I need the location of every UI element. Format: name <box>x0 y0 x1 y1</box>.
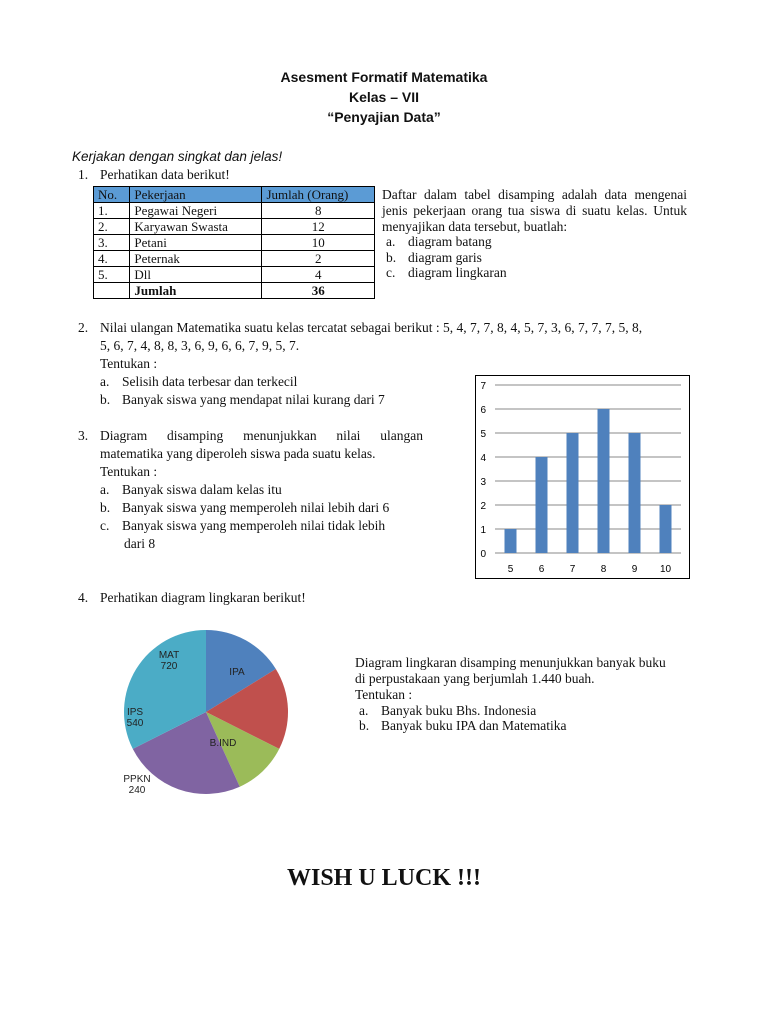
table-cell: 5. <box>94 267 130 283</box>
item-text: Banyak siswa yang memperoleh nilai tidak lebih <box>122 518 386 533</box>
table-cell: 12 <box>262 219 375 235</box>
item-letter: c. <box>386 265 396 280</box>
jobs-table <box>93 186 375 299</box>
bar-chart <box>475 375 690 579</box>
tentukan-label: Tentukan : <box>355 687 413 702</box>
x-tick-label: 7 <box>569 564 576 575</box>
table-cell: 2 <box>262 251 375 267</box>
item-text: diagram garis <box>408 250 482 265</box>
table-row <box>94 203 375 219</box>
table-total-label: Jumlah <box>130 283 262 299</box>
tentukan-label: Tentukan : <box>100 356 158 371</box>
item-text: Selisih data terbesar dan terkecil <box>122 374 298 389</box>
table-total-value: 36 <box>262 283 375 299</box>
bar <box>505 529 517 553</box>
item-letter: a. <box>359 703 369 718</box>
item-letter: b. <box>100 392 111 407</box>
table-row <box>94 235 375 251</box>
page-title: Asesment Formatif Matematika <box>280 69 488 85</box>
instruction-text: Kerjakan dengan singkat dan jelas! <box>72 149 283 164</box>
y-tick-label: 6 <box>480 405 486 416</box>
question-2-text: Nilai ulangan Matematika suatu kelas tercatat sebagai berikut : 5, 4, 7, 7, 8, 4, 5, 7, 3, 6, 7, 7, 7, 5, 8, <box>100 320 643 335</box>
question-1-description: Daftar dalam tabel disamping adalah data mengenai jenis pekerjaan orang tua siswa di suatu kelas. Untuk menyajikan data tersebut, buatlah: <box>382 187 687 234</box>
y-tick-label: 5 <box>480 429 486 440</box>
table-cell: 4 <box>262 267 375 283</box>
question-2-line: 5, 6, 7, 4, 8, 8, 3, 6, 9, 6, 6, 7, 9, 5, 7. <box>100 338 300 353</box>
table-cell: 3. <box>94 235 130 251</box>
table-cell: Pegawai Negeri <box>130 203 262 219</box>
question-4-prompt <box>78 590 306 606</box>
question-3-line <box>78 428 423 444</box>
pie-label: MAT <box>158 650 180 661</box>
page-subtitle-topic: “Penyajian Data” <box>327 109 441 125</box>
table-row <box>94 251 375 267</box>
table-header-cell: Jumlah (Orang) <box>262 187 375 203</box>
bar <box>598 409 610 553</box>
y-tick-label: 2 <box>480 501 486 512</box>
question-number: 3. <box>78 428 89 443</box>
y-tick-label: 1 <box>480 525 486 536</box>
pie-label: IPS <box>126 707 144 718</box>
item-text: Banyak siswa dalam kelas itu <box>122 482 282 497</box>
list-item <box>100 374 297 390</box>
x-tick-label: 5 <box>507 564 514 575</box>
item-letter: b. <box>386 250 397 265</box>
y-tick-label: 0 <box>480 549 486 560</box>
list-item <box>386 250 482 266</box>
y-tick-label: 3 <box>480 477 486 488</box>
table-cell: Peternak <box>130 251 262 267</box>
pie-value-label: 540 <box>126 718 144 729</box>
item-letter: b. <box>100 500 111 515</box>
list-item <box>100 482 282 498</box>
footer-wish: WISH U LUCK !!! <box>286 865 481 891</box>
table-header-row <box>94 187 375 203</box>
table-cell: 10 <box>262 235 375 251</box>
x-tick-label: 9 <box>631 564 638 575</box>
item-text: Banyak siswa yang memperoleh nilai lebih dari 6 <box>122 500 390 515</box>
question-number: 2. <box>78 320 89 335</box>
question-4-desc-line: Diagram lingkaran disamping menunjukkan banyak buku <box>355 655 666 670</box>
list-item <box>100 500 389 516</box>
pie-value-label: 720 <box>160 661 178 672</box>
table-cell <box>94 283 130 299</box>
table-header-cell: Pekerjaan <box>130 187 262 203</box>
question-number: 4. <box>78 590 89 605</box>
table-cell: 1. <box>94 203 130 219</box>
table-total-row <box>94 283 375 299</box>
list-item <box>100 518 385 534</box>
question-4-text: Perhatikan diagram lingkaran berikut! <box>100 590 306 605</box>
question-4-desc-line: di perpustakaan yang berjumlah 1.440 buah. <box>355 671 595 686</box>
bar <box>660 505 672 553</box>
item-text: diagram lingkaran <box>408 265 507 280</box>
question-3-text: Diagram disamping menunjukkan nilai ulangan <box>100 428 423 443</box>
pie-value-label: 240 <box>128 785 146 796</box>
list-item <box>359 703 536 719</box>
question-3-line: matematika yang diperoleh siswa pada suatu kelas. <box>100 446 376 461</box>
list-item <box>386 265 507 281</box>
table-cell: Petani <box>130 235 262 251</box>
item-text: Banyak siswa yang mendapat nilai kurang dari 7 <box>122 392 385 407</box>
question-1-prompt <box>78 167 230 183</box>
pie-label: IPA <box>229 667 245 678</box>
table-cell: Dll <box>130 267 262 283</box>
item-text: Banyak buku IPA dan Matematika <box>381 718 567 733</box>
x-tick-label: 6 <box>538 564 545 575</box>
table-row <box>94 267 375 283</box>
y-tick-label: 7 <box>480 381 486 392</box>
table-row <box>94 219 375 235</box>
table-cell: Karyawan Swasta <box>130 219 262 235</box>
item-text-continued: dari 8 <box>124 536 156 551</box>
question-2-line <box>78 320 642 336</box>
table-cell: 2. <box>94 219 130 235</box>
y-tick-label: 4 <box>480 453 486 464</box>
table-header-cell: No. <box>94 187 130 203</box>
page-subtitle-class: Kelas – VII <box>348 89 420 105</box>
item-letter: c. <box>100 518 110 533</box>
table-cell: 8 <box>262 203 375 219</box>
item-letter: a. <box>100 482 110 497</box>
question-number: 1. <box>78 167 89 182</box>
item-text: Banyak buku Bhs. Indonesia <box>381 703 537 718</box>
pie-label: B.IND <box>209 738 237 749</box>
pie-chart <box>110 625 300 805</box>
list-item <box>386 234 492 250</box>
item-letter: b. <box>359 718 370 733</box>
list-item <box>359 718 566 734</box>
bar <box>536 457 548 553</box>
list-item <box>100 392 385 408</box>
item-letter: a. <box>100 374 110 389</box>
table-cell: 4. <box>94 251 130 267</box>
x-tick-label: 8 <box>600 564 607 575</box>
question-1-text: Perhatikan data berikut! <box>100 167 230 182</box>
x-tick-label: 10 <box>659 564 672 575</box>
tentukan-label: Tentukan : <box>100 464 158 479</box>
bar <box>567 433 579 553</box>
item-text: diagram batang <box>408 234 492 249</box>
item-letter: a. <box>386 234 396 249</box>
pie-label: PPKN <box>123 774 151 785</box>
bar <box>629 433 641 553</box>
